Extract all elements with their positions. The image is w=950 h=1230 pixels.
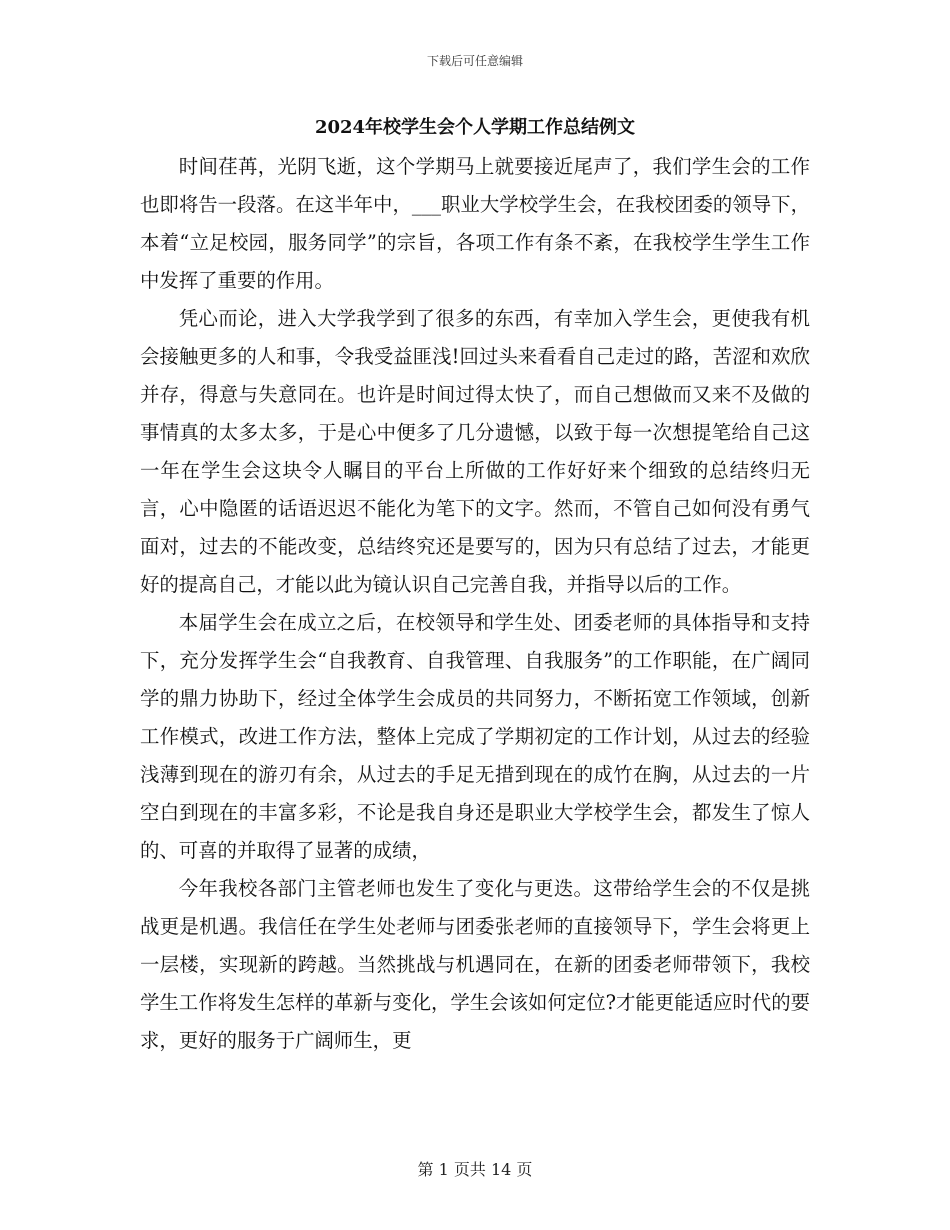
paragraph-2: 凭心而论，进入大学我学到了很多的东西，有幸加入学生会，更使我有机会接触更多的人和事，令我受益匪浅!回过头来看看自己走过的路，苦涩和欢欣并存，得意与失意同在。也许是时间过得太快了，而自己想做而又来不及做的事情真的太多太多，于是心中便多了几分遗憾，以致于每一次想提笔给自己这一年在学生会这块令人瞩目的平台上所做的工作好好来个细致的总结终归无言，心中隐匿的话语迟迟不能化为笔下的文字。然而，不管自己如何没有勇气面对，过去的不能改变，总结终究还是要写的，因为只有总结了过去，才能更好的提高自己，才能以此为镜认识自己完善自我，并指导以后的工作。 xyxy=(140,307,810,596)
paragraph-4: 今年我校各部门主管老师也发生了变化与更迭。这带给学生会的不仅是挑战更是机遇。我信任在学生处老师与团委张老师的直接领导下，学生会将更上一层楼，实现新的跨越。当然挑战与机遇同在，在新的团委老师带领下，我校学生工作将发生怎样的革新与变化，学生会该如何定位?才能更能适应时代的要求，更好的服务于广阔师生，更 xyxy=(140,877,810,1052)
page-number: 第 1 页共 14 页 xyxy=(417,1160,533,1179)
document-body xyxy=(140,148,810,1060)
paragraph-3: 本届学生会在成立之后，在校领导和学生处、团委老师的具体指导和支持下，充分发挥学生会“自我教育、自我管理、自我服务”的工作职能，在广阔同学的鼎力协助下，经过全体学生会成员的共同努力，不断拓宽工作领域，创新工作模式，改进工作方法，整体上完成了学期初定的工作计划，从过去的经验浅薄到现在的游刃有余，从过去的手足无措到现在的成竹在胸，从过去的一片空白到现在的丰富多彩，不论是我自身还是职业大学校学生会，都发生了惊人的、可喜的并取得了显著的成绩， xyxy=(140,611,810,862)
header-note: 下载后可任意编辑 xyxy=(426,54,523,68)
document-title: 2024年校学生会个人学期工作总结例文 xyxy=(314,117,636,138)
paragraph-1: 时间荏苒，光阴飞逝，这个学期马上就要接近尾声了，我们学生会的工作也即将告一段落。在这半年中，___职业大学校学生会，在我校团委的领导下，本着“立足校园，服务同学”的宗旨，各项工作有条不紊，在我校学生学生工作中发挥了重要的作用。 xyxy=(140,155,810,292)
